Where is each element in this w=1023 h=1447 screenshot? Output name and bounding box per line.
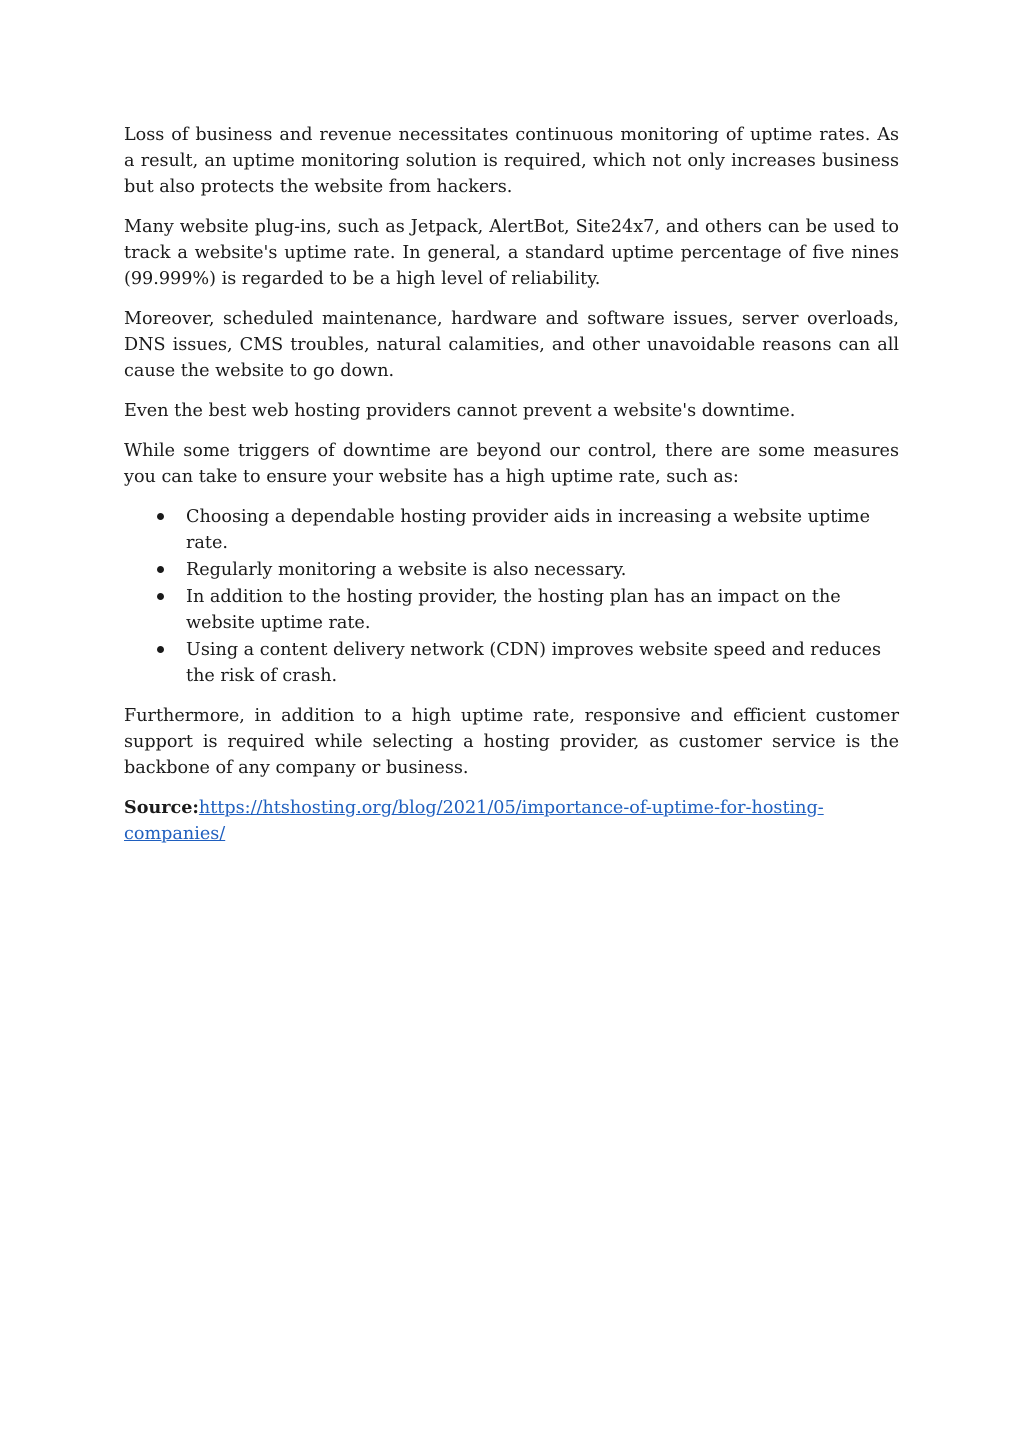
list-item: [124, 584, 899, 636]
source-link[interactable]: https://htshosting.org/blog/2021/05/importance-of-uptime-for-hosting-companies/: [124, 798, 824, 844]
list-item: [124, 504, 899, 556]
bullet-icon: [157, 593, 164, 600]
bullet-icon: [157, 566, 164, 573]
list-item: [124, 557, 899, 583]
list-item-text: In addition to the hosting provider, the hosting plan has an impact on the website uptime rate.: [186, 587, 841, 633]
document-body: [124, 122, 899, 847]
list-item: [124, 637, 899, 689]
paragraph-plugins: Many website plug-ins, such as Jetpack, AlertBot, Site24x7, and others can be used to track a website's uptime rate. In general, a standard uptime percentage of five nines (99.999%) is regarded to be a high level of reliability.: [124, 217, 899, 289]
paragraph-uptime-monitoring: Loss of business and revenue necessitates continuous monitoring of uptime rates. As a result, an uptime monitoring solution is required, which not only increases business but also protects the website from hackers.: [124, 125, 899, 197]
source-line: [124, 795, 899, 847]
list-item-text: Using a content delivery network (CDN) improves website speed and reduces the risk of crash.: [186, 640, 882, 686]
list-item-text: Regularly monitoring a website is also necessary.: [186, 560, 627, 580]
list-item-text: Choosing a dependable hosting provider aids in increasing a website uptime rate.: [186, 507, 871, 553]
paragraph-customer-support: Furthermore, in addition to a high uptime rate, responsive and efficient customer support is required while selecting a hosting provider, as customer service is the backbone of any company or business.: [124, 706, 899, 778]
paragraph-downtime-causes: Moreover, scheduled maintenance, hardware and software issues, server overloads, DNS issues, CMS troubles, natural calamities, and other unavoidable reasons can all cause the website to go down.: [124, 309, 899, 381]
paragraph-measures-intro: While some triggers of downtime are beyond our control, there are some measures you can take to ensure your website has a high uptime rate, such as:: [124, 441, 899, 487]
paragraph-best-hosts: Even the best web hosting providers cannot prevent a website's downtime.: [124, 401, 796, 421]
bullet-icon: [157, 513, 164, 520]
measures-bullet-list: [124, 504, 899, 689]
source-label: Source:: [124, 797, 199, 818]
bullet-icon: [157, 646, 164, 653]
